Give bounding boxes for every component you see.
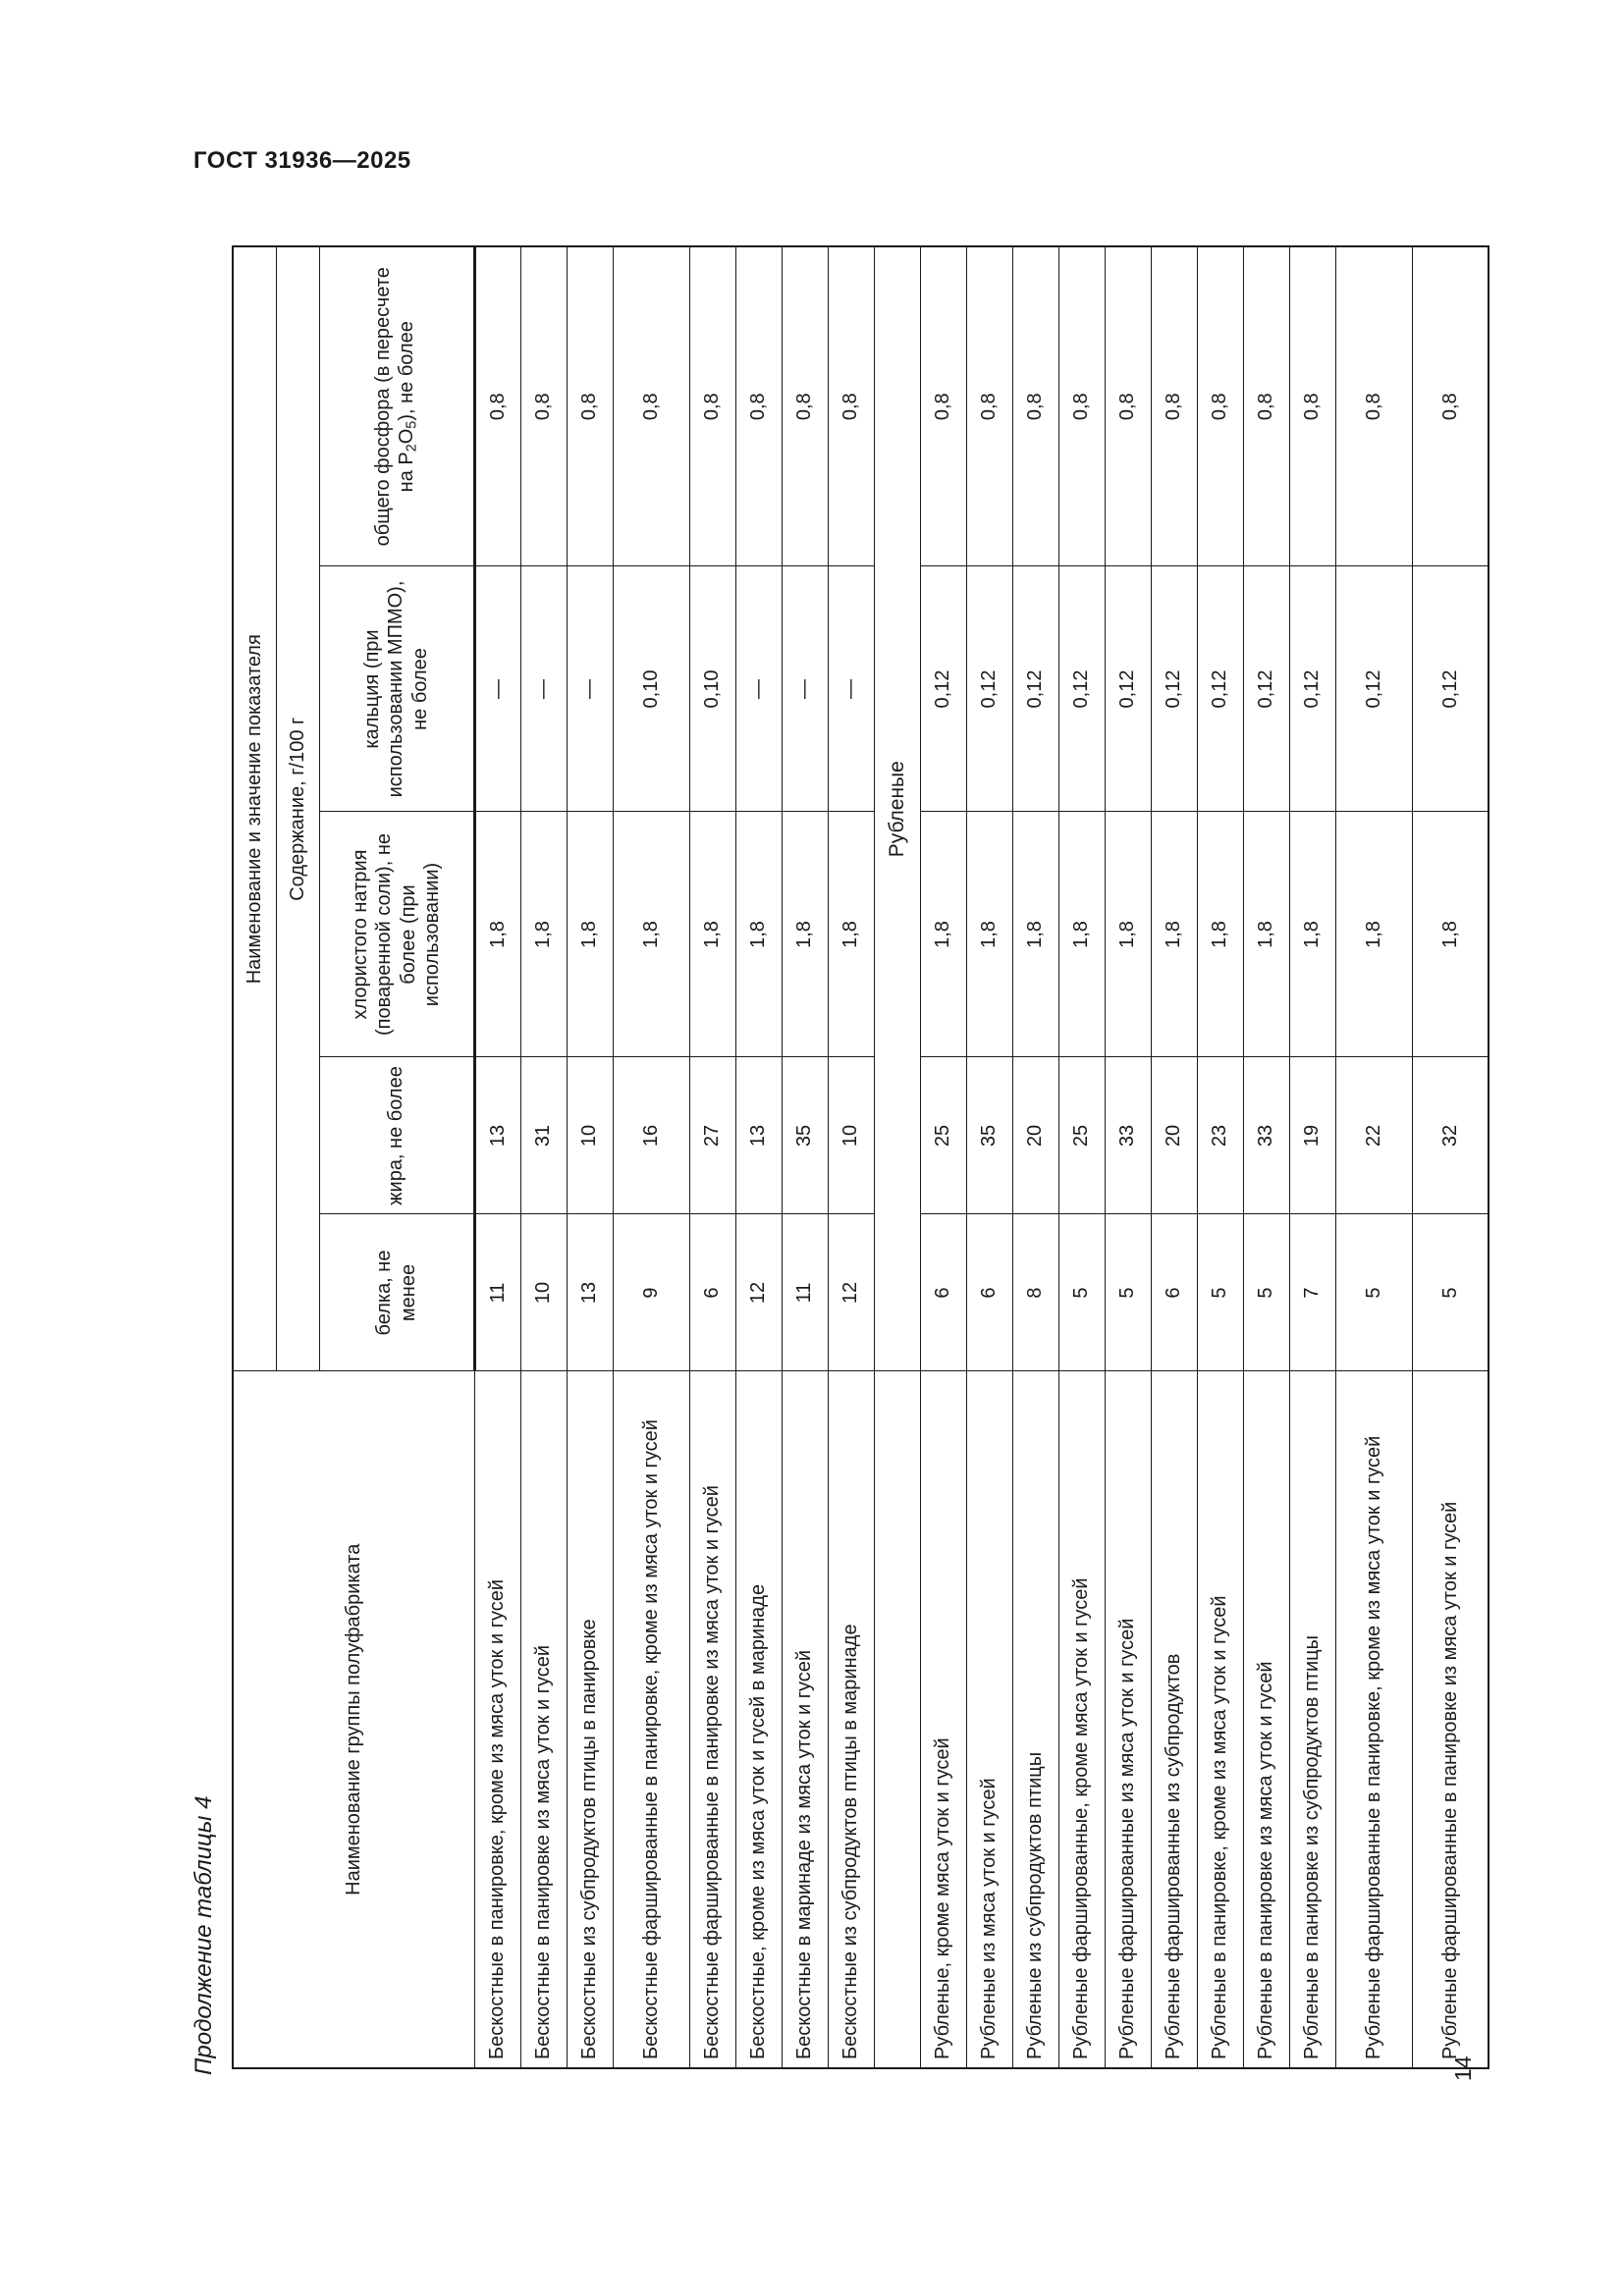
- cell-salt: 1,8: [920, 812, 966, 1057]
- cell-calcium: 0,10: [689, 566, 735, 812]
- table-row: [1197, 246, 1243, 2068]
- cell-calcium: —: [567, 566, 613, 812]
- table-row: [474, 246, 520, 2068]
- cell-product-group: Рубленые в панировке из мяса уток и гусей: [1243, 1371, 1289, 2068]
- section-title-chopped: Рубленые: [874, 246, 920, 1371]
- cell-phosphorus: 0,8: [1058, 246, 1105, 566]
- cell-phosphorus: 0,8: [474, 246, 520, 566]
- cell-protein: 5: [1105, 1214, 1151, 1371]
- indicators-table: [232, 245, 1489, 2069]
- cell-product-group: Рубленые фаршированные в панировке из мяса уток и гусей: [1412, 1371, 1489, 2068]
- cell-protein: 12: [735, 1214, 782, 1371]
- col-header-phosphorus: [319, 246, 474, 566]
- phosphorus-subscript-o: 5: [404, 420, 420, 429]
- col-header-fat: жира, не более: [319, 1057, 474, 1214]
- cell-salt: 1,8: [1289, 812, 1335, 1057]
- cell-phosphorus: 0,8: [966, 246, 1012, 566]
- cell-protein: 11: [474, 1214, 520, 1371]
- cell-phosphorus: 0,8: [1197, 246, 1243, 566]
- cell-salt: 1,8: [689, 812, 735, 1057]
- cell-fat: 32: [1412, 1057, 1489, 1214]
- cell-phosphorus: 0,8: [1412, 246, 1489, 566]
- cell-protein: 5: [1197, 1214, 1243, 1371]
- phosphorus-label-suffix: ), не более: [396, 321, 418, 421]
- col-header-content: Содержание, г/100 г: [276, 246, 319, 1371]
- table-continuation-caption: Продолжение таблицы 4: [190, 1795, 217, 2075]
- table-row: [1151, 246, 1197, 2068]
- cell-fat: 25: [920, 1057, 966, 1214]
- section-row-chopped: [874, 246, 920, 2068]
- cell-product-group: Бескостные из субпродуктов птицы в панировке: [567, 1371, 613, 2068]
- cell-fat: 20: [1012, 1057, 1058, 1214]
- cell-salt: 1,8: [966, 812, 1012, 1057]
- cell-phosphorus: 0,8: [613, 246, 689, 566]
- cell-phosphorus: 0,8: [567, 246, 613, 566]
- cell-fat: 23: [1197, 1057, 1243, 1214]
- cell-fat: 13: [474, 1057, 520, 1214]
- cell-protein: 6: [966, 1214, 1012, 1371]
- table-row: [1058, 246, 1105, 2068]
- phosphorus-label-mid: O: [396, 428, 418, 445]
- cell-calcium: 0,12: [1012, 566, 1058, 812]
- cell-fat: 20: [1151, 1057, 1197, 1214]
- cell-fat: 35: [782, 1057, 828, 1214]
- cell-fat: 10: [567, 1057, 613, 1214]
- cell-protein: 12: [828, 1214, 874, 1371]
- cell-product-group: Рубленые фаршированные из субпродуктов: [1151, 1371, 1197, 2068]
- cell-product-group: Рубленые, кроме мяса уток и гусей: [920, 1371, 966, 2068]
- cell-phosphorus: 0,8: [828, 246, 874, 566]
- cell-phosphorus: 0,8: [735, 246, 782, 566]
- col-header-indicator-group: Наименование и значение показателя: [233, 246, 276, 1371]
- cell-product-group: Бескостные в панировке, кроме из мяса уток и гусей: [474, 1371, 520, 2068]
- table-row: [520, 246, 567, 2068]
- cell-protein: 7: [1289, 1214, 1335, 1371]
- cell-phosphorus: 0,8: [1289, 246, 1335, 566]
- cell-product-group: Бескостные фаршированные в панировке, кроме из мяса уток и гусей: [613, 1371, 689, 2068]
- cell-calcium: 0,12: [1243, 566, 1289, 812]
- table-row: [920, 246, 966, 2068]
- cell-fat: 27: [689, 1057, 735, 1214]
- cell-salt: 1,8: [567, 812, 613, 1057]
- cell-protein: 11: [782, 1214, 828, 1371]
- cell-product-group: Рубленые из субпродуктов птицы: [1012, 1371, 1058, 2068]
- cell-salt: 1,8: [1412, 812, 1489, 1057]
- cell-phosphorus: 0,8: [1151, 246, 1197, 566]
- cell-protein: 5: [1243, 1214, 1289, 1371]
- cell-calcium: 0,12: [1105, 566, 1151, 812]
- cell-protein: 6: [1151, 1214, 1197, 1371]
- cell-salt: 1,8: [1012, 812, 1058, 1057]
- cell-phosphorus: 0,8: [689, 246, 735, 566]
- cell-product-group: Бескостные, кроме из мяса уток и гусей в маринаде: [735, 1371, 782, 2068]
- cell-calcium: —: [782, 566, 828, 812]
- cell-fat: 13: [735, 1057, 782, 1214]
- cell-phosphorus: 0,8: [1243, 246, 1289, 566]
- cell-phosphorus: 0,8: [1105, 246, 1151, 566]
- cell-fat: 31: [520, 1057, 567, 1214]
- phosphorus-subscript-p: 2: [404, 444, 420, 453]
- col-header-calcium: кальция (при использовании МПМО), не более: [319, 566, 474, 812]
- table-row: [735, 246, 782, 2068]
- cell-product-group: Бескостные фаршированные в панировке из мяса уток и гусей: [689, 1371, 735, 2068]
- cell-product-group: Рубленые из мяса уток и гусей: [966, 1371, 1012, 2068]
- cell-fat: 16: [613, 1057, 689, 1214]
- table-row: [1289, 246, 1335, 2068]
- table-row: [966, 246, 1012, 2068]
- cell-product-group: Рубленые фаршированные из мяса уток и гусей: [1105, 1371, 1151, 2068]
- col-header-protein: белка, не менее: [319, 1214, 474, 1371]
- cell-fat: 33: [1243, 1057, 1289, 1214]
- cell-calcium: —: [474, 566, 520, 812]
- cell-calcium: 0,12: [966, 566, 1012, 812]
- cell-calcium: 0,10: [613, 566, 689, 812]
- cell-protein: 13: [567, 1214, 613, 1371]
- cell-product-group: Рубленые фаршированные, кроме мяса уток и гусей: [1058, 1371, 1105, 2068]
- cell-calcium: —: [828, 566, 874, 812]
- cell-salt: 1,8: [520, 812, 567, 1057]
- cell-protein: 5: [1335, 1214, 1412, 1371]
- cell-phosphorus: 0,8: [1012, 246, 1058, 566]
- cell-protein: 9: [613, 1214, 689, 1371]
- cell-product-group: Рубленые в панировке из субпродуктов птицы: [1289, 1371, 1335, 2068]
- cell-product-group: Рубленые фаршированные в панировке, кроме из мяса уток и гусей: [1335, 1371, 1412, 2068]
- cell-product-group: Рубленые в панировке, кроме из мяса уток и гусей: [1197, 1371, 1243, 2068]
- cell-protein: 6: [689, 1214, 735, 1371]
- table-row: [1105, 246, 1151, 2068]
- cell-fat: 35: [966, 1057, 1012, 1214]
- col-header-product-group: Наименование группы полуфабриката: [233, 1371, 474, 2068]
- cell-protein: 6: [920, 1214, 966, 1371]
- cell-protein: 5: [1412, 1214, 1489, 1371]
- cell-calcium: 0,12: [1058, 566, 1105, 812]
- cell-section-blank: [874, 1371, 920, 2068]
- cell-phosphorus: 0,8: [1335, 246, 1412, 566]
- cell-calcium: 0,12: [1289, 566, 1335, 812]
- cell-salt: 1,8: [1058, 812, 1105, 1057]
- cell-fat: 33: [1105, 1057, 1151, 1214]
- cell-calcium: 0,12: [920, 566, 966, 812]
- cell-protein: 5: [1058, 1214, 1105, 1371]
- cell-salt: 1,8: [1335, 812, 1412, 1057]
- document-code: ГОСТ 31936—2025: [193, 147, 411, 174]
- table-row: [1243, 246, 1289, 2068]
- table-header: [233, 246, 474, 2068]
- col-header-salt: хлористого натрия (поваренной соли), не более (при использовании): [319, 812, 474, 1057]
- table-row: [1335, 246, 1412, 2068]
- cell-salt: 1,8: [735, 812, 782, 1057]
- cell-salt: 1,8: [613, 812, 689, 1057]
- cell-calcium: 0,12: [1412, 566, 1489, 812]
- cell-phosphorus: 0,8: [520, 246, 567, 566]
- cell-calcium: —: [520, 566, 567, 812]
- cell-fat: 19: [1289, 1057, 1335, 1214]
- cell-fat: 10: [828, 1057, 874, 1214]
- cell-product-group: Бескостные в панировке из мяса уток и гусей: [520, 1371, 567, 2068]
- cell-protein: 10: [520, 1214, 567, 1371]
- table-row: [1412, 246, 1489, 2068]
- table-row: [567, 246, 613, 2068]
- cell-salt: 1,8: [828, 812, 874, 1057]
- cell-fat: 25: [1058, 1057, 1105, 1214]
- cell-protein: 8: [1012, 1214, 1058, 1371]
- cell-product-group: Бескостные из субпродуктов птицы в маринаде: [828, 1371, 874, 2068]
- cell-calcium: —: [735, 566, 782, 812]
- cell-salt: 1,8: [1105, 812, 1151, 1057]
- rotated-table-frame: [177, 236, 1492, 2081]
- cell-phosphorus: 0,8: [920, 246, 966, 566]
- table-row: [1012, 246, 1058, 2068]
- cell-phosphorus: 0,8: [782, 246, 828, 566]
- cell-calcium: 0,12: [1335, 566, 1412, 812]
- cell-calcium: 0,12: [1151, 566, 1197, 812]
- cell-calcium: 0,12: [1197, 566, 1243, 812]
- table-row: [828, 246, 874, 2068]
- cell-salt: 1,8: [1151, 812, 1197, 1057]
- cell-salt: 1,8: [474, 812, 520, 1057]
- page-number: 14: [1449, 2056, 1476, 2081]
- cell-salt: 1,8: [782, 812, 828, 1057]
- cell-salt: 1,8: [1243, 812, 1289, 1057]
- cell-fat: 22: [1335, 1057, 1412, 1214]
- table-body: [474, 246, 1489, 2068]
- cell-product-group: Бескостные в маринаде из мяса уток и гусей: [782, 1371, 828, 2068]
- table-row: [689, 246, 735, 2068]
- table-row: [782, 246, 828, 2068]
- table-row: [613, 246, 689, 2068]
- phosphorus-label-prefix: общего фосфора (в пересчете на P: [371, 267, 418, 547]
- cell-salt: 1,8: [1197, 812, 1243, 1057]
